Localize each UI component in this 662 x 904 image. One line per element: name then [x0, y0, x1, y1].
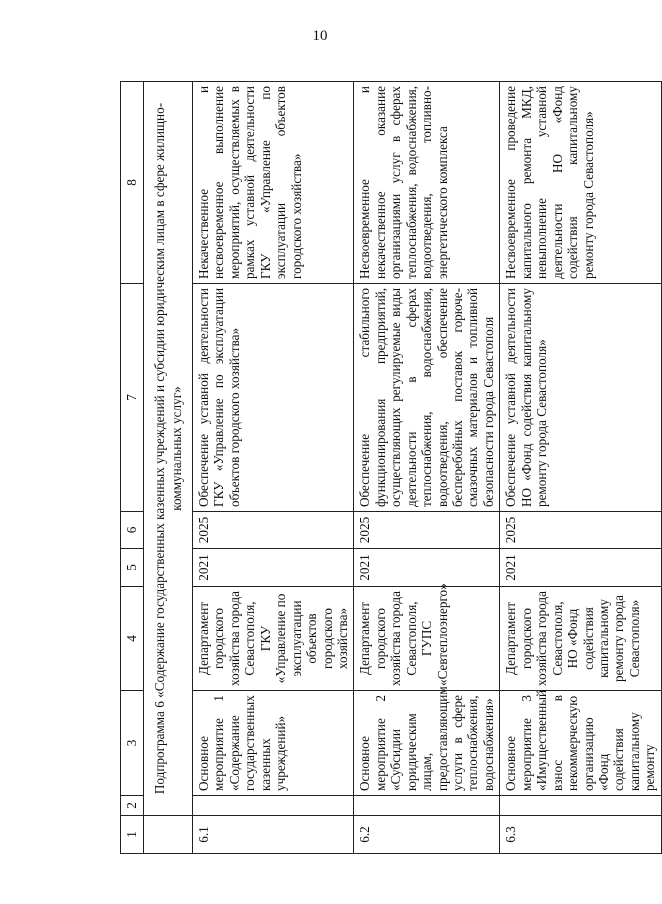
subprogram-empty-cell — [144, 816, 193, 854]
column-number-7: 7 — [121, 284, 144, 512]
start-year: 2021 — [193, 549, 354, 587]
column-number-2: 2 — [121, 796, 144, 816]
row-number: 6.2 — [354, 816, 500, 854]
end-year: 2025 — [354, 512, 500, 549]
consequences: Несвоевременное и некачественное оказание организациями услуг в сферах теплоснабжения, водоснабжения, водоотведения, топливно-энергетического комплекса — [354, 82, 500, 284]
column-number-1: 1 — [121, 816, 144, 854]
column-number-3: 3 — [121, 691, 144, 796]
table-row — [500, 82, 661, 854]
row-col2 — [354, 796, 500, 816]
end-year: 2025 — [500, 512, 661, 549]
executor-cell: Департамент городского хозяйства города Севастополя, ГКУ «Управление по эксплуатации объектов городского хозяйства» — [193, 587, 354, 691]
start-year: 2021 — [500, 549, 661, 587]
column-number-4: 4 — [121, 587, 144, 691]
subprogram-row — [144, 82, 193, 854]
subprogram-title: Подпрограмма 6 «Содержание государственных казенных учреждений и субсидии юридическим лицам в сфере жилищно-коммунальных услуг» — [144, 82, 193, 816]
expected-result: Обеспечение уставной деятельности ГКУ «Управление по эксплуатации объектов городского хозяйства» — [193, 284, 354, 512]
consequences: Несвоевременное проведение капитального ремонта МКД, невыполнение уставной деятельности НО «Фонд содействия капитальному ремонту города Севастополя» — [500, 82, 661, 284]
column-number-6: 6 — [121, 512, 144, 549]
column-number-5: 5 — [121, 549, 144, 587]
row-col2 — [193, 796, 354, 816]
consequences: Некачественное и несвоевременное выполнение мероприятий, осуществляемых в рамках уставной деятельности ГКУ «Управление по эксплуатации объектов городского хозяйства» — [193, 82, 354, 284]
row-col2 — [500, 796, 661, 816]
program-table — [120, 81, 662, 854]
column-number-8: 8 — [121, 82, 144, 284]
rotated-table-frame — [120, 82, 658, 854]
table-row — [193, 82, 354, 854]
expected-result: Обеспечение уставной деятельности НО «Фонд содействия капитальному ремонту города Севастополя» — [500, 284, 661, 512]
end-year: 2025 — [193, 512, 354, 549]
event-cell: Основное мероприятие 2 «Субсидии юридическим лицам, предоставляющим услуги в сфере теплоснабжения, водоснабжения» — [354, 691, 500, 796]
executor-cell: Департамент городского хозяйства города Севастополя, НО «Фонд содействия капитальному ремонту города Севастополя» — [500, 587, 661, 691]
rotated-table-container — [120, 82, 658, 854]
start-year: 2021 — [354, 549, 500, 587]
event-cell: Основное мероприятие 3 «Имущественный взнос в некоммерческую организацию «Фонд содействия капитальному ремонту — [500, 691, 661, 796]
row-number: 6.1 — [193, 816, 354, 854]
expected-result: Обеспечение стабильного функционирования предприятий, осуществляющих регулируемые виды деятельности в сферах теплоснабжения, водоснабжения, водоотведения, обеспечение бесперебойных поставок горюче-смазочных материалов и топливной безопасности города Севастополя — [354, 284, 500, 512]
page-number: 10 — [312, 28, 328, 44]
table-row — [354, 82, 500, 854]
executor-cell: Департамент городского хозяйства города Севастополя, ГУПС «Севтеплоэнерго» — [354, 587, 500, 691]
event-cell: Основное мероприятие 1 «Содержание государственных казенных учреждений» — [193, 691, 354, 796]
row-number: 6.3 — [500, 816, 661, 854]
column-number-row — [121, 82, 144, 854]
